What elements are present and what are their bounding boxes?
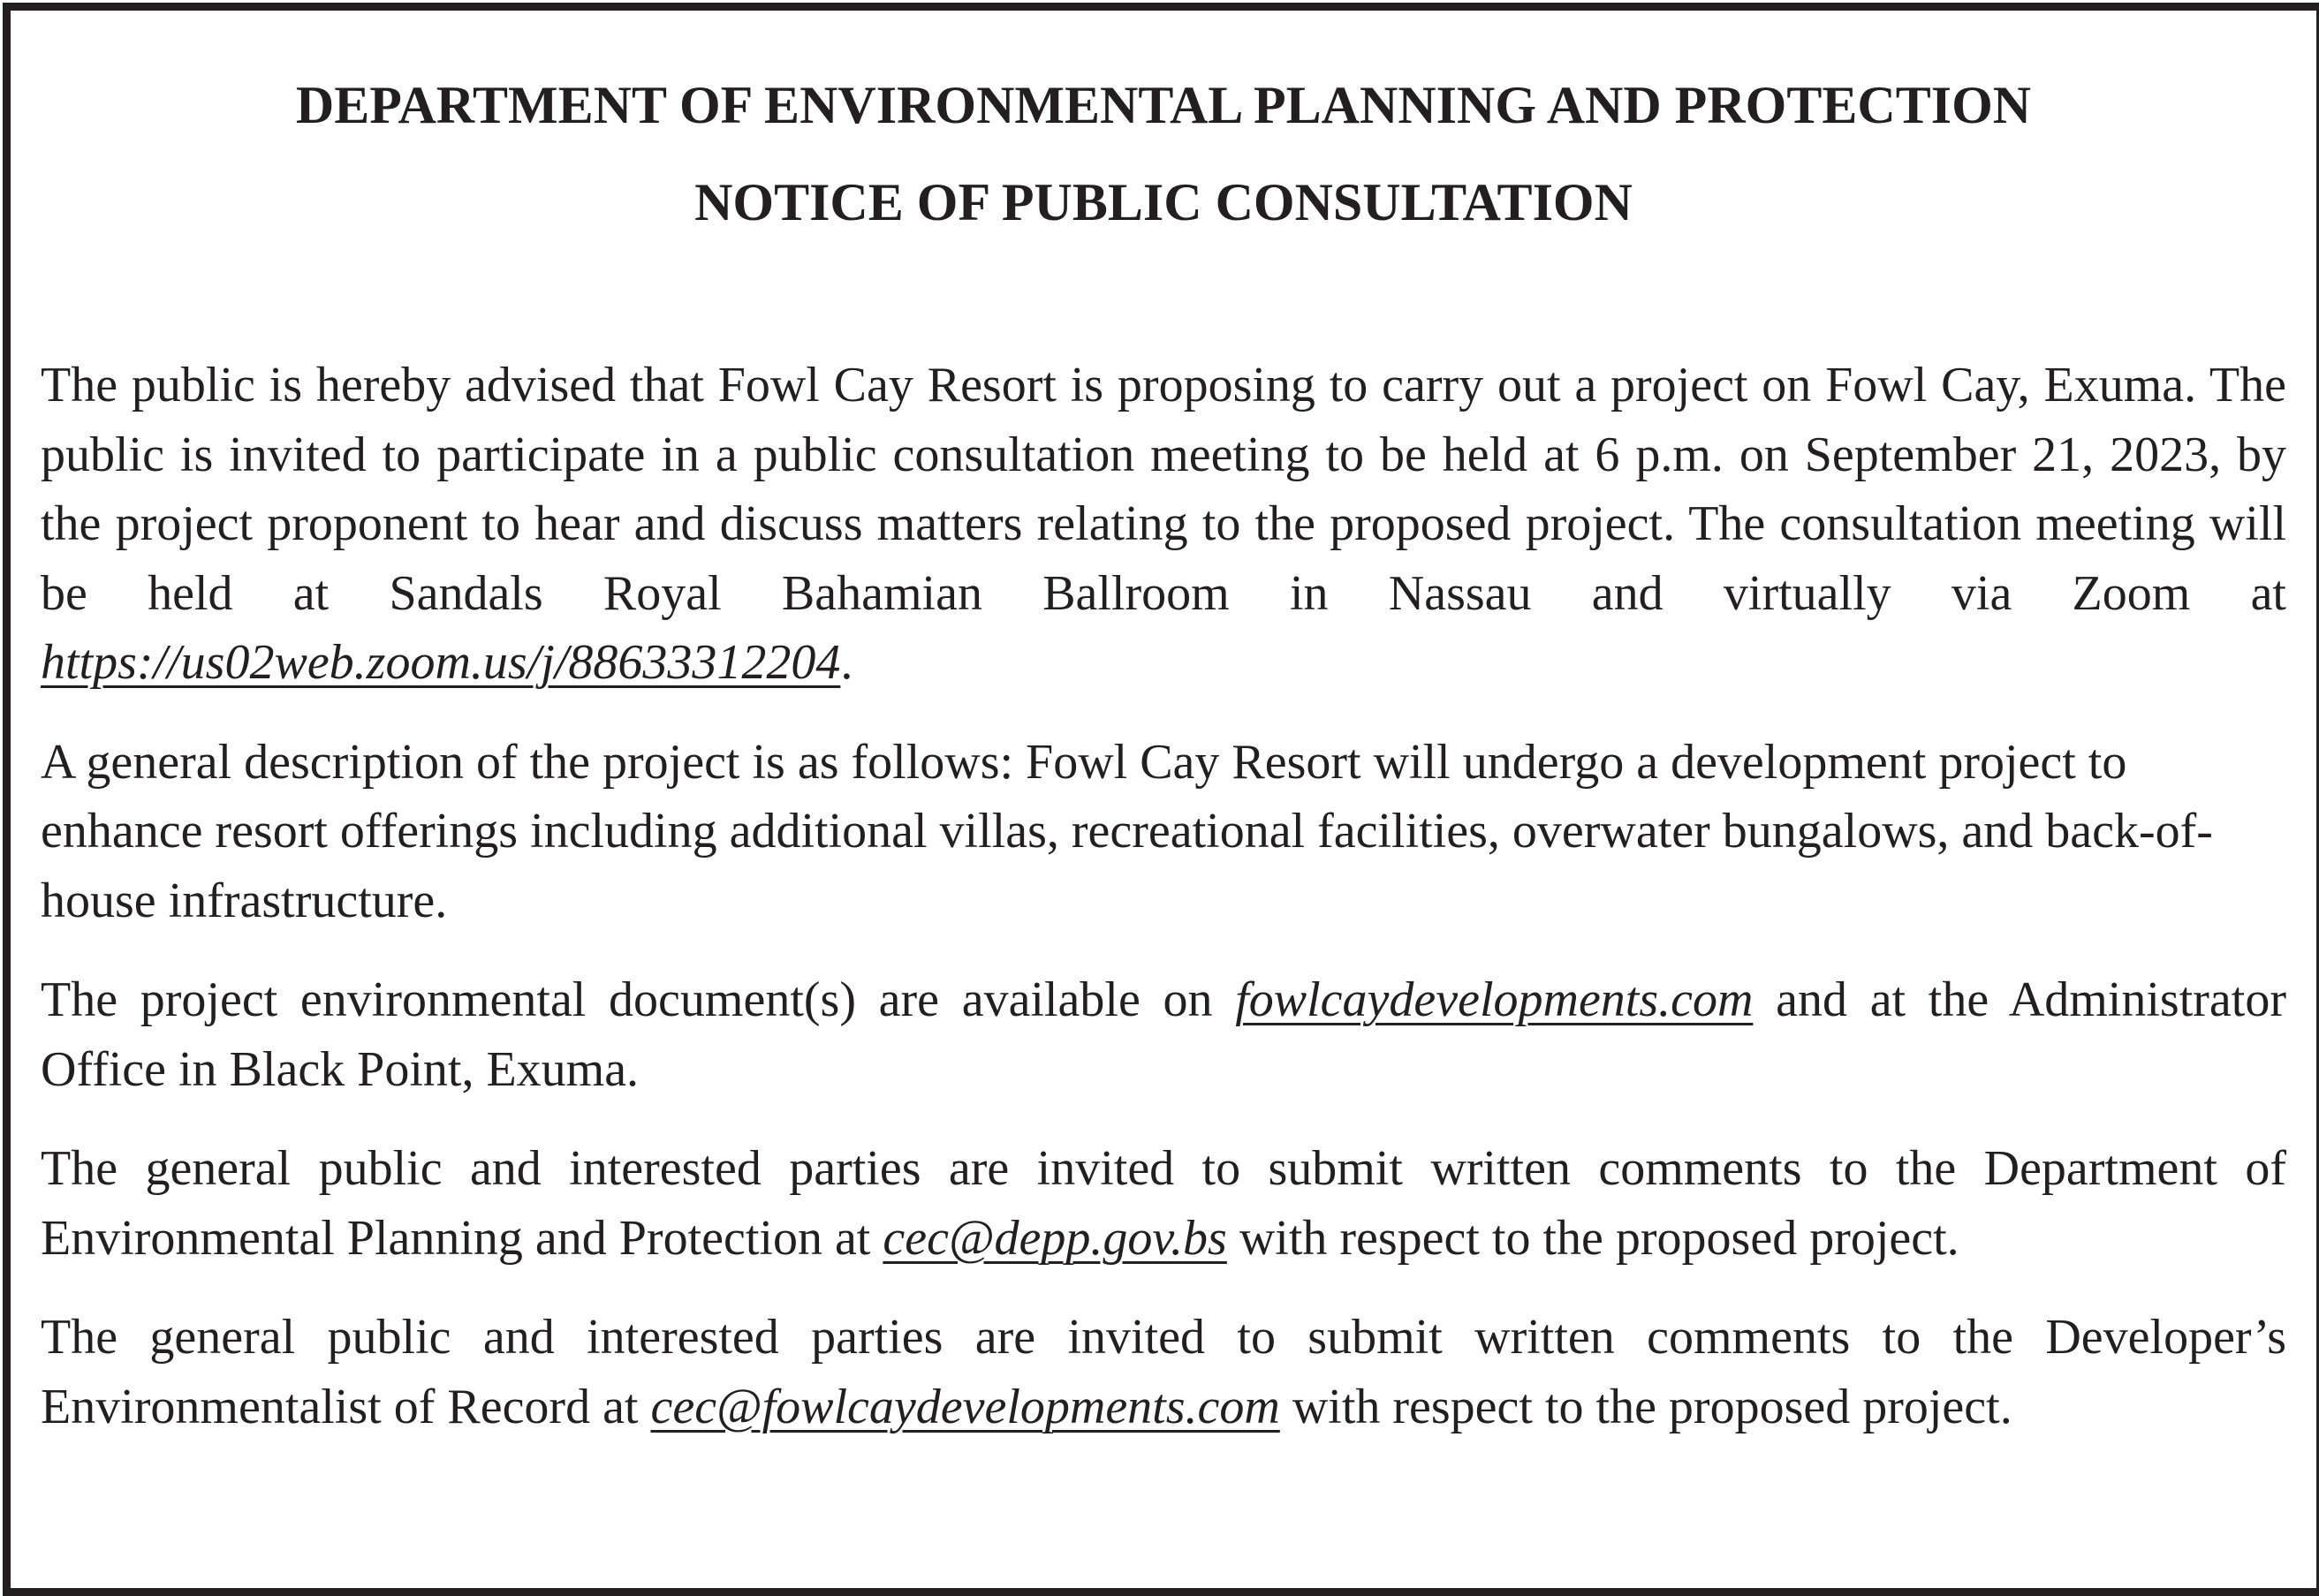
paragraph-description: A general description of the project is as follows: Fowl Cay Resort will undergo a development project to enhance resort offerings including additional villas, recreational facilities, overwater bungalows, and back-of-house infrastructure.: [41, 734, 2213, 928]
notice-header: [11, 11, 2316, 251]
paragraph-meeting-text: The public is hereby advised that Fowl Cay Resort is proposing to carry out a project on Fowl Cay, Exuma. The public is invited to participate in a public consultation meeting to be held at 6 p.m. on September 21, 2023, by the project proponent to hear and discuss matters relating to the proposed project. The consultation meeting will be held at Sandals Royal Bahamian Ballroom in Nassau and virtually via Zoom at: [41, 358, 2286, 621]
paragraph-meeting: [41, 351, 2286, 698]
department-title: DEPARTMENT OF ENVIRONMENTAL PLANNING AND PROTECTION: [295, 76, 2032, 134]
paragraph-meeting-end: .: [840, 635, 853, 690]
notice-title: NOTICE OF PUBLIC CONSULTATION: [694, 173, 1633, 231]
notice-body: [41, 351, 2286, 1471]
paragraph-comments-developer-before: The general public and interested parties are invited to submit written comments to the Developer’s Environmentalist of Record at: [41, 1310, 2286, 1434]
paragraph-comments-developer-after: with respect to the proposed project.: [1279, 1379, 2012, 1434]
paragraph-comments-depp-before: The general public and interested parties are invited to submit written comments to the Department of Environmental Planning and Protection at: [41, 1141, 2286, 1266]
developer-email-link[interactable]: cec@fowlcaydevelopments.com: [650, 1379, 1280, 1434]
public-notice: [3, 3, 2319, 1596]
paragraph-documents-after: and at the Administrator Office in Black Point, Exuma.: [41, 972, 2286, 1097]
paragraph-comments-depp-after: with respect to the proposed project.: [1226, 1210, 1959, 1266]
zoom-link[interactable]: https://us02web.zoom.us/j/88633312204: [41, 635, 841, 690]
depp-email-link[interactable]: cec@depp.gov.bs: [883, 1210, 1227, 1266]
paragraph-documents-before: The project environmental document(s) are available on: [41, 972, 1236, 1027]
paragraph-comments-developer: [41, 1303, 2286, 1441]
paragraph-documents: [41, 965, 2286, 1104]
website-link[interactable]: fowlcaydevelopments.com: [1235, 972, 1754, 1027]
paragraph-comments-depp: [41, 1134, 2286, 1273]
